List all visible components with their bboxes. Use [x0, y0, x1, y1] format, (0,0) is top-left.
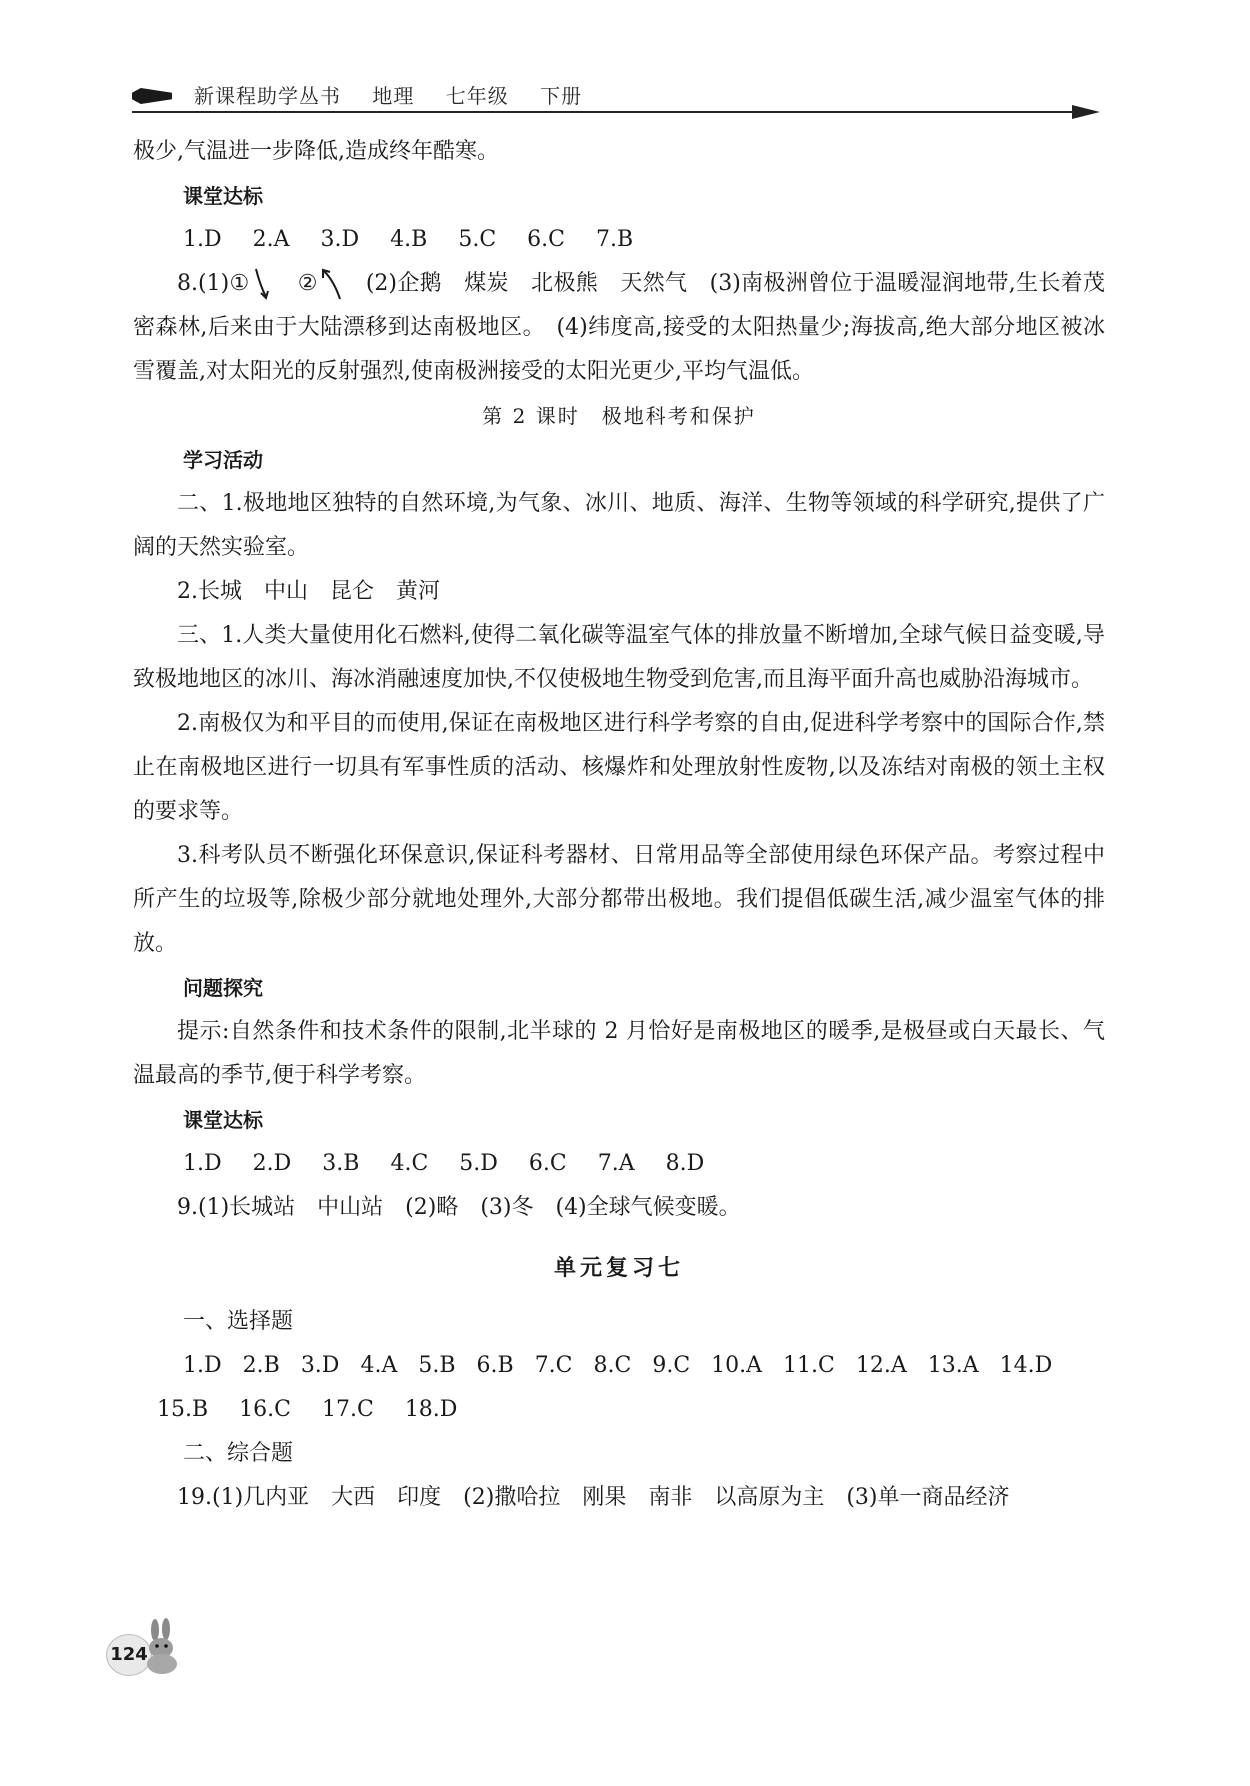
explore-hint: 提示:自然条件和技术条件的限制,北半球的 2 月恰好是南极地区的暖季,是极昼或白天最长、气温最高的季节,便于科学考察。: [133, 1019, 1105, 1088]
answer-item: 15.B: [157, 1397, 209, 1422]
section-heading-classroom-2: 课堂达标: [183, 1108, 263, 1132]
activity-paragraph-3: 三、1.人类大量使用化石燃料,使得二氧化碳等温室气体的排放量不断增加,全球气候日益变暖,导致极地地区的冰川、海冰消融速度加快,不仅使极地生物受到危害,而且海平面升高也威胁沿海城市。: [133, 623, 1105, 692]
page-content: [133, 130, 1105, 1520]
answer-row-3: [133, 1344, 1105, 1388]
answer-item: 3.D: [320, 227, 360, 252]
answer-item: 14.D: [999, 1353, 1053, 1378]
rabbit-mascot-icon: [142, 1618, 182, 1674]
answer-item: 1.D: [183, 1353, 222, 1378]
answer-item: 12.A: [855, 1353, 907, 1378]
answer-row-2: [133, 1142, 1105, 1186]
header-series: 新课程助学丛书: [194, 84, 341, 108]
answer-item: 7.C: [534, 1353, 573, 1378]
answer-item: 13.A: [927, 1353, 979, 1378]
answer-row-1: [133, 218, 1105, 262]
section-heading-explore: 问题探究: [183, 976, 263, 1000]
answer-item: 6.C: [527, 227, 565, 252]
answer-item: 4.A: [360, 1353, 398, 1378]
answer-item: 17.C: [321, 1397, 374, 1422]
header-volume: 下册: [540, 84, 583, 108]
page-header: [132, 78, 1106, 114]
continuation-text: 极少,气温进一步降低,造成终年酷寒。: [133, 139, 499, 164]
section-heading-choice: 一、选择题: [183, 1309, 294, 1334]
answer-item: 7.B: [596, 227, 634, 252]
activity-paragraph-4: 2.南极仅为和平目的而使用,保证在南极地区进行科学考察的自由,促进科学考察中的国际合作,禁止在南极地区进行一切具有军事性质的活动、核爆炸和处理放射性废物,以及冻结对南极的领土主权的要求等。: [133, 711, 1105, 824]
answer-item: 9.C: [652, 1353, 691, 1378]
answer-item: 16.C: [239, 1397, 291, 1422]
answer-item: 5.D: [459, 1151, 498, 1176]
header-title: [194, 80, 606, 109]
answer-item: 6.B: [476, 1353, 514, 1378]
page-number: 124: [106, 1634, 152, 1676]
section-heading-activity: 学习活动: [183, 448, 263, 472]
answer-item: 8.D: [665, 1151, 705, 1176]
answer-item: 18.D: [404, 1397, 458, 1422]
answer-item: 5.B: [418, 1353, 456, 1378]
answer-item: 11.C: [783, 1353, 835, 1378]
activity-paragraph-5: 3.科考队员不断强化环保意识,保证科考器材、日常用品等全部使用绿色环保产品。考察过程中所产生的垃圾等,除极少部分就地处理外,大部分都带出极地。我们提倡低碳生活,减少温室气体的排放。: [133, 843, 1105, 956]
activity-paragraph-2: 2.长城 中山 昆仑 黄河: [177, 579, 440, 604]
answer-item: 5.C: [458, 227, 497, 252]
header-subject: 地理: [372, 84, 415, 108]
answer-item: 2.B: [242, 1353, 280, 1378]
series-logo-icon: [132, 88, 172, 104]
answer-item: 10.A: [711, 1353, 763, 1378]
answer-item: 2.D: [252, 1151, 292, 1176]
answer-item: 4.C: [390, 1151, 429, 1176]
unit-review-title: 单元复习七: [553, 1255, 684, 1281]
lesson-title: 第 2 课时 极地科考和保护: [482, 404, 756, 428]
answer-row-4: [133, 1388, 1105, 1432]
downward-curve-arrow-icon: [250, 267, 276, 301]
answer-item: 3.D: [300, 1353, 340, 1378]
activity-paragraph-1: 二、1.极地地区独特的自然环境,为气象、冰川、地质、海洋、生物等领域的科学研究,提供了广阔的天然实验室。: [133, 491, 1105, 560]
answer-item: 2.A: [252, 227, 290, 252]
answer-item: 1.D: [183, 227, 222, 252]
section-heading-classroom-1: 课堂达标: [183, 184, 263, 208]
answer-item: 6.C: [528, 1151, 567, 1176]
answer-item: 1.D: [183, 1151, 222, 1176]
question-8-answer: 8.(1)① ② (2)企鹅 煤炭 北极熊 天然气 (3)南极洲曾位于温暖湿润地带,生长着茂密森林,后来由于大陆漂移到达南极地区。 (4)纬度高,接受的太阳热量少;海拔高,绝大部分地区被冰雪覆盖,对太阳光的反射强烈,使南极洲接受的太阳光更少,平均气温低。: [133, 262, 1105, 394]
header-grade: 七年级: [445, 84, 509, 108]
question-19-answer: 19.(1)几内亚 大西 印度 (2)撒哈拉 刚果 南非 以高原为主 (3)单一商品经济: [177, 1485, 1010, 1510]
answer-item: 8.C: [593, 1353, 632, 1378]
answer-item: 3.B: [322, 1151, 360, 1176]
answer-item: 7.A: [597, 1151, 635, 1176]
question-9-answer: 9.(1)长城站 中山站 (2)略 (3)冬 (4)全球气候变暖。: [177, 1195, 741, 1220]
header-arrow-icon: [1072, 105, 1100, 119]
upward-curve-arrow-icon: [318, 267, 344, 301]
header-rule: [132, 111, 1074, 113]
section-heading-comprehensive: 二、综合题: [183, 1441, 294, 1466]
answer-item: 4.B: [390, 227, 428, 252]
